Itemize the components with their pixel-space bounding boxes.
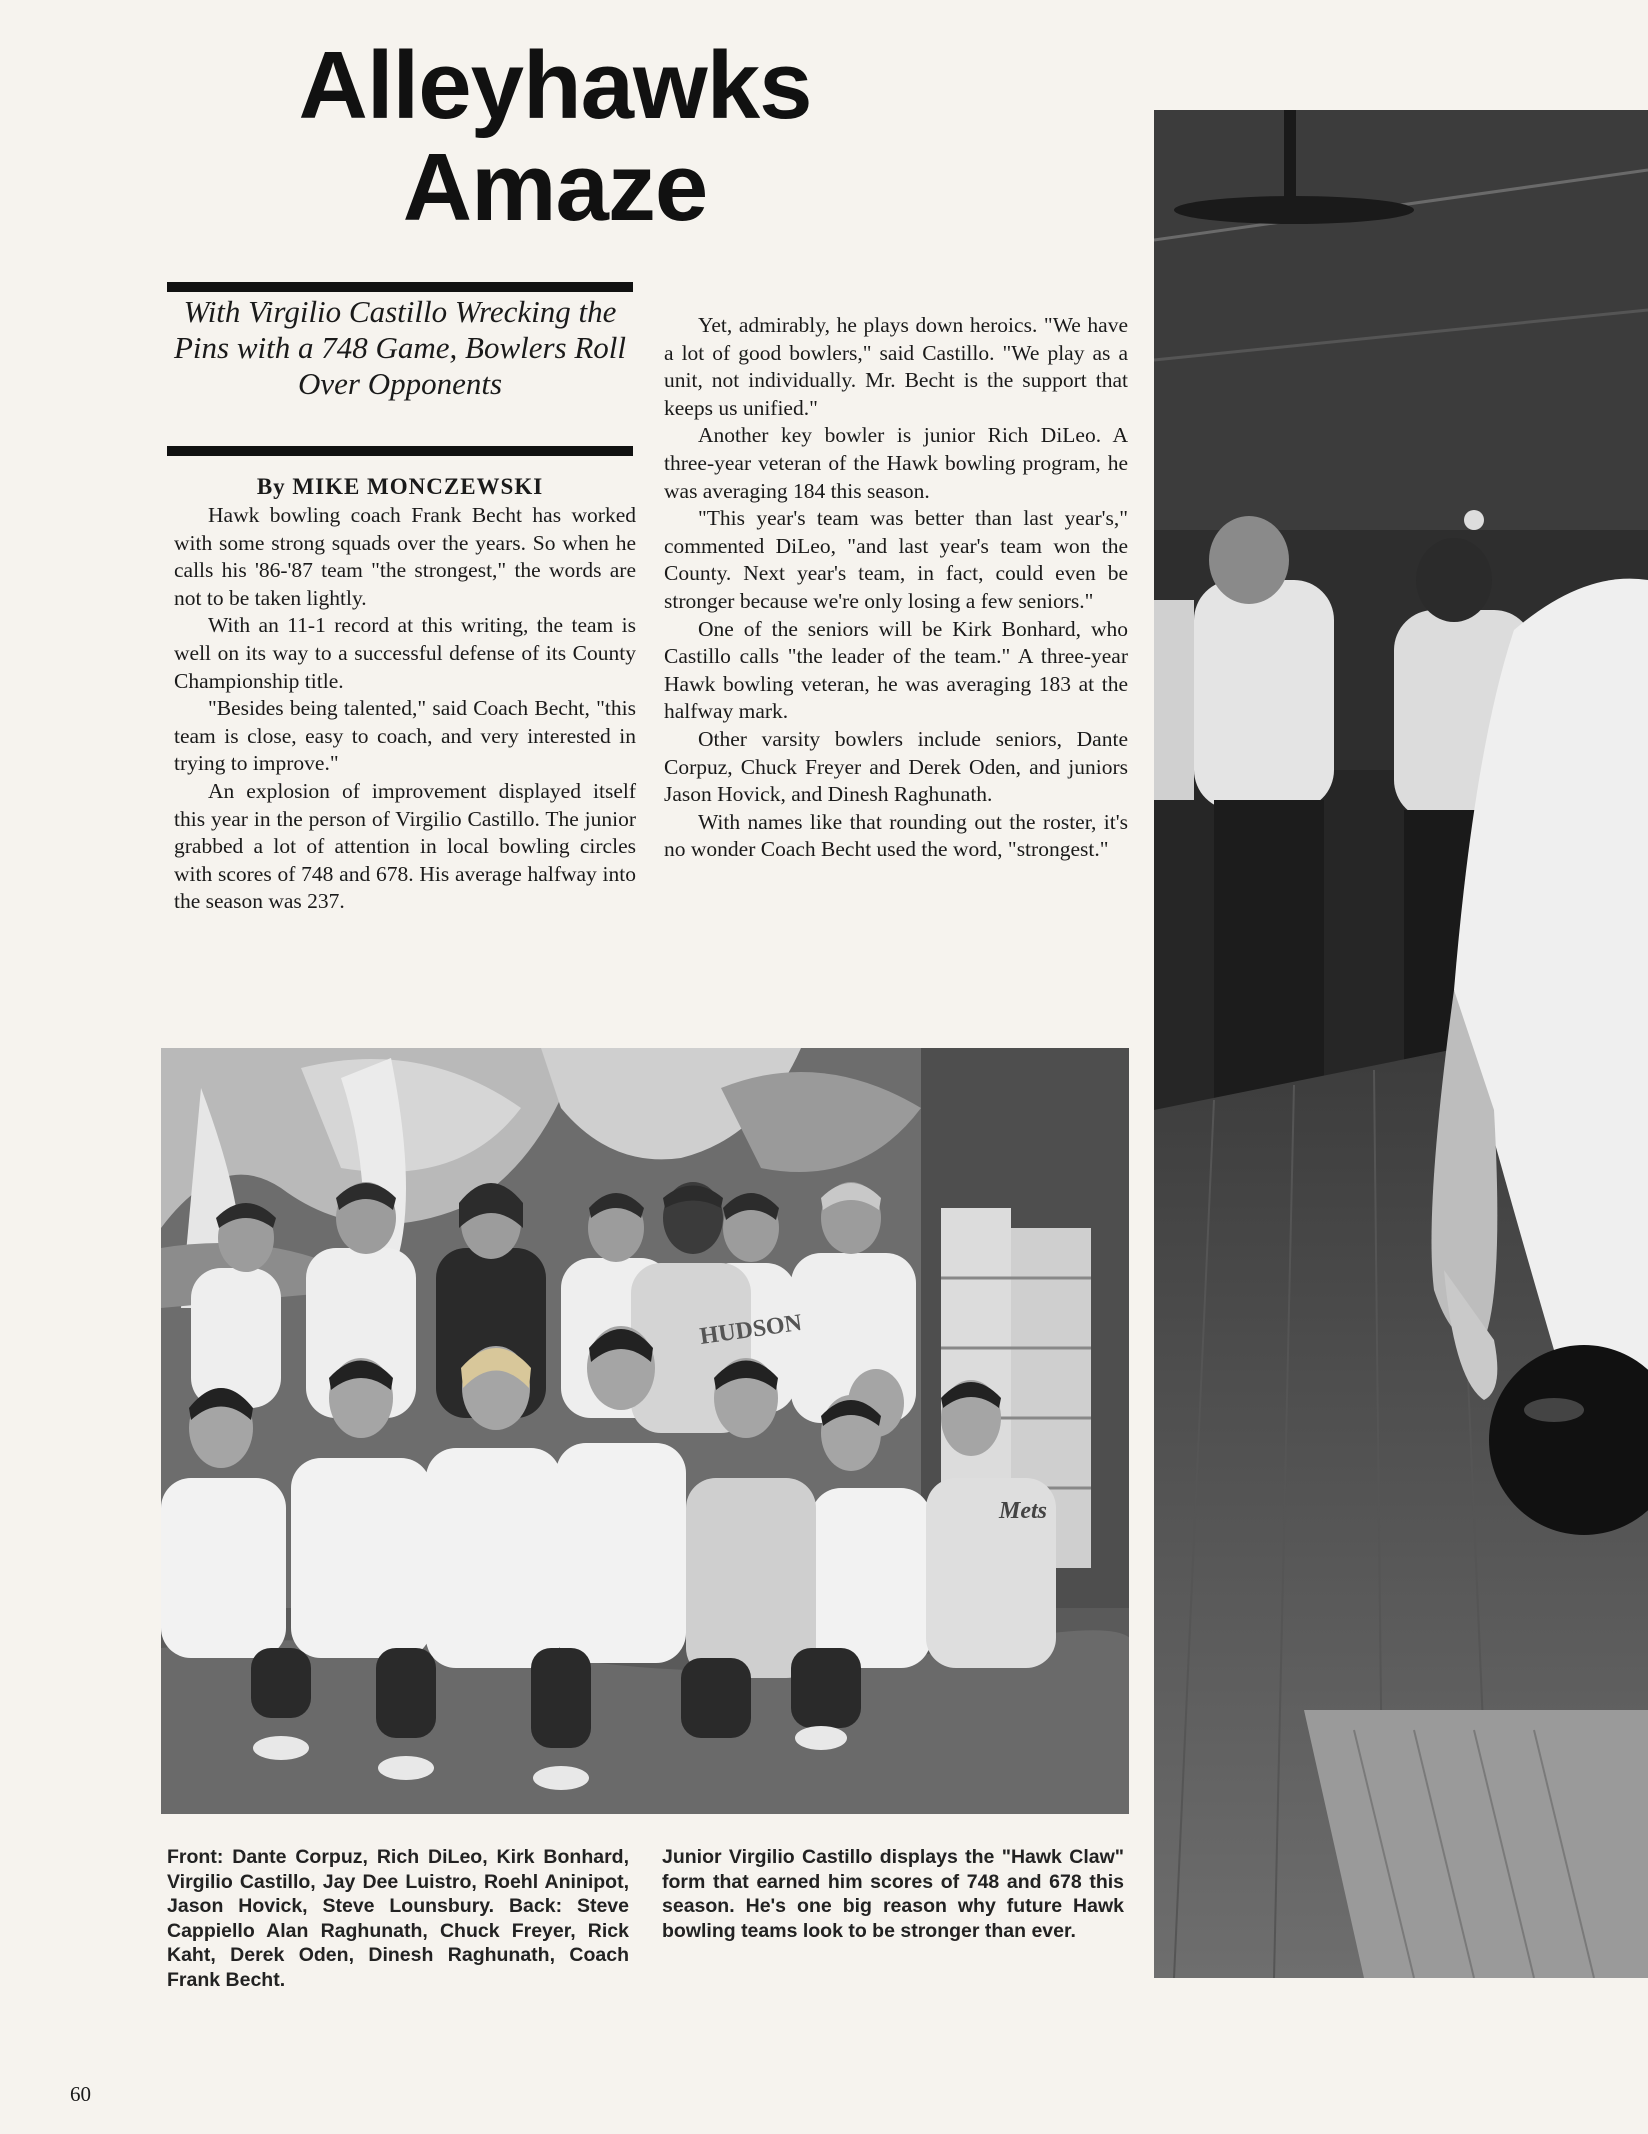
paragraph: "This year's team was better than last year's," commented DiLeo, "and last year's team won the County. Next year's team, in fact, could even be stronger because we're only losing a few seniors." [664, 506, 1128, 613]
action-photo-caption: Junior Virgilio Castillo displays the "Hawk Claw" form that earned him scores of 748 and 678 this season. He's one big reason why future Hawk bowling teams look to be stronger than ever. [662, 1846, 1124, 1942]
subheadline: With Virgilio Castillo Wrecking the Pins with a 748 Game, Bowlers Roll Over Opponents [173, 294, 627, 401]
byline: By MIKE MONCZEWSKI [256, 474, 544, 499]
paragraph: Hawk bowling coach Frank Becht has worked with some strong squads over the years. So when he calls his '86-'87 team "the strongest," the words are not to be taken lightly. [174, 503, 636, 610]
headline-line-1: Alleyhawks [298, 32, 812, 139]
paragraph: Yet, admirably, he plays down heroics. "We have a lot of good bowlers," said Castillo. "We play as a unit, not individually. Mr. Becht is the support that keeps us unified." [664, 313, 1128, 420]
paragraph: "Besides being talented," said Coach Becht, "this team is close, easy to coach, and very interested in trying to improve." [174, 696, 636, 776]
headline-line-2: Amaze [402, 134, 708, 241]
bottom-rule [167, 446, 633, 456]
paragraph: Other varsity bowlers include seniors, Dante Corpuz, Chuck Freyer and Derek Oden, and juniors Jason Hovick, and Dinesh Raghunath. [664, 726, 1128, 807]
paragraph: One of the seniors will be Kirk Bonhard, who Castillo calls "the leader of the team." A three-year Hawk bowling veteran, he was averaging 183 at the halfway mark. [664, 616, 1128, 724]
team-photo-caption: Front: Dante Corpuz, Rich DiLeo, Kirk Bonhard, Virgilio Castillo, Jay Dee Luistro, Roehl Aninipot, Jason Hovick, Steve Lounsbury. Back: Steve Cappiello Alan Raghunath, Chuck Freyer, Rick Kaht, Derek Oden, Dinesh Raghunath, Coach Frank Becht. [167, 1846, 629, 1991]
paragraph: Another key bowler is junior Rich DiLeo. A three-year veteran of the Hawk bowling program, he was averaging 184 this season. [664, 423, 1128, 503]
article-column-1 [174, 502, 636, 916]
paragraph: With names like that rounding out the roster, it's no wonder Coach Becht used the word, "strongest." [664, 809, 1128, 862]
paragraph: With an 11-1 record at this writing, the team is well on its way to a successful defense of its County Championship title. [174, 613, 636, 693]
article-column-2 [664, 312, 1128, 864]
paragraph: An explosion of improvement displayed itself this year in the person of Virgilio Castillo. The junior grabbed a lot of attention in local bowling circles with scores of 748 and 678. His average halfway into the season was 237. [174, 778, 636, 914]
headline [165, 32, 945, 241]
bowling-action-photo [1154, 110, 1648, 1978]
top-rule [167, 282, 633, 292]
shirt-text: HUDSON [698, 1309, 804, 1350]
page-number: 60 [70, 2082, 91, 2106]
team-photo [161, 1048, 1129, 1814]
shirt-text: Mets [999, 1498, 1047, 1524]
